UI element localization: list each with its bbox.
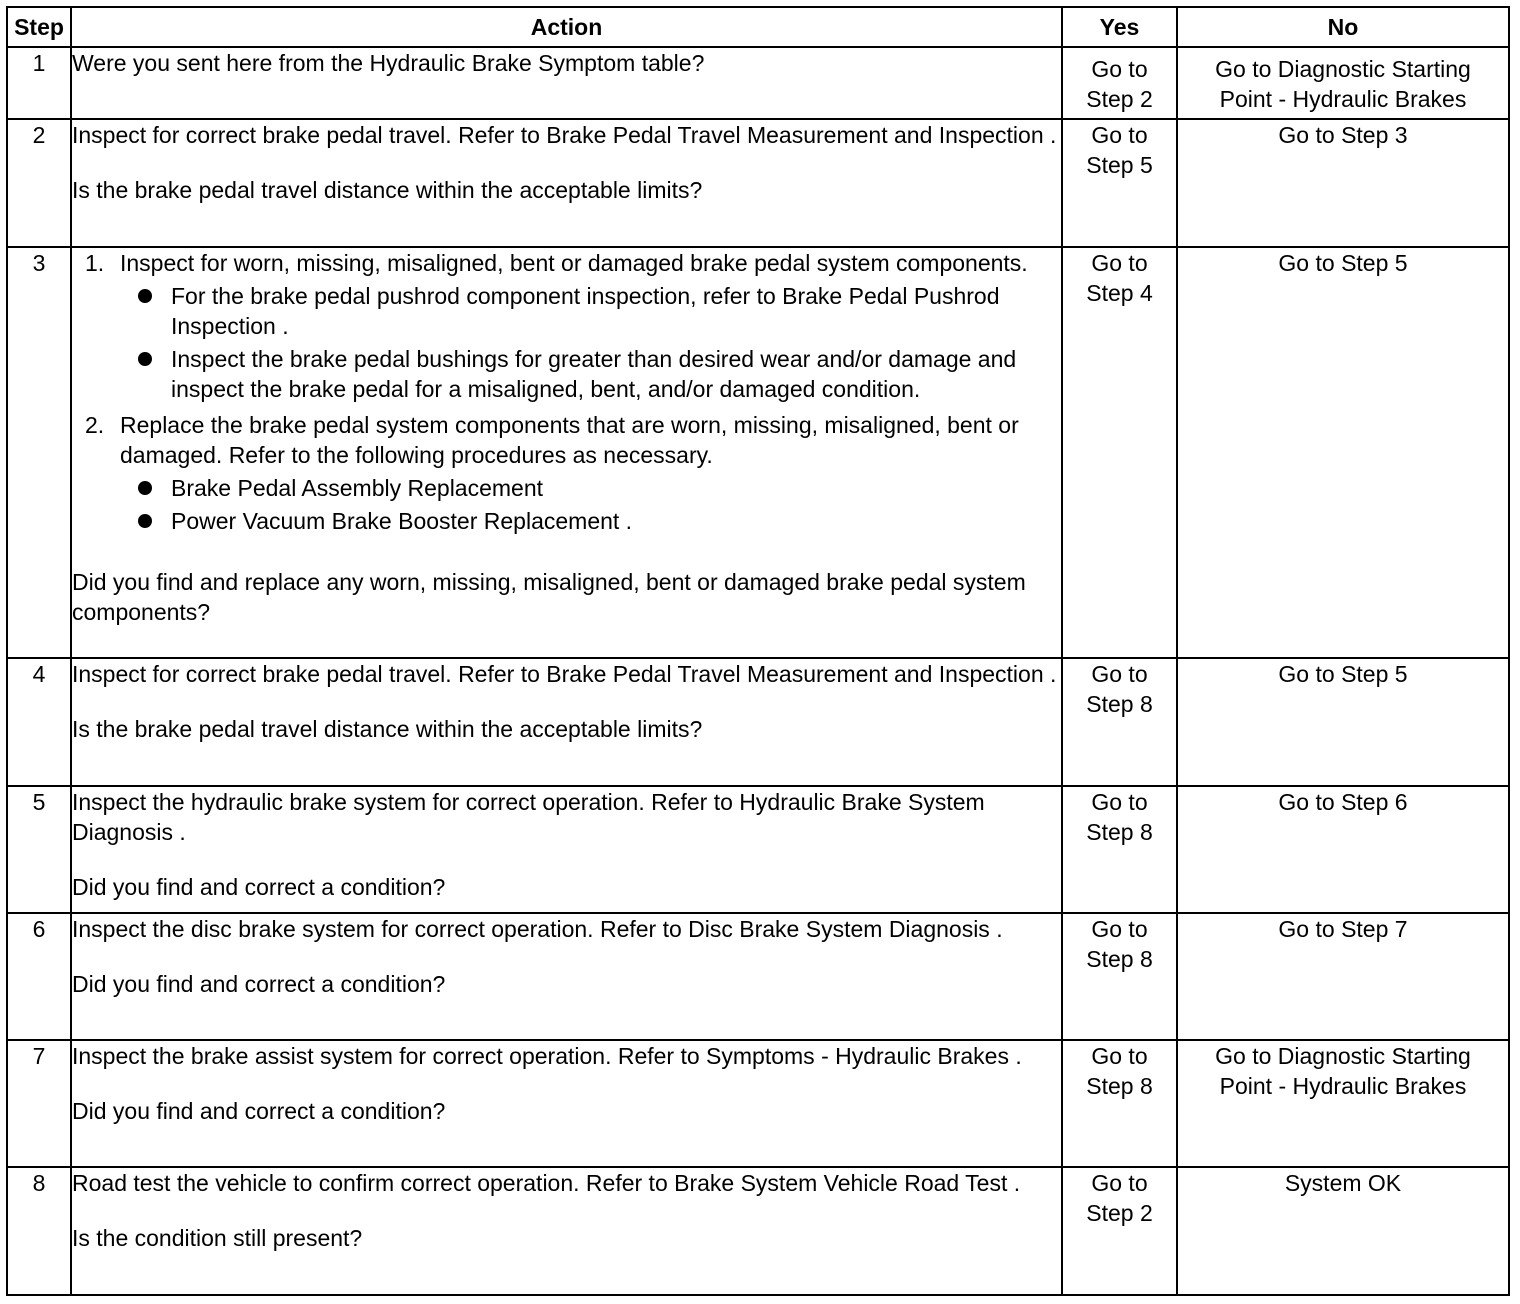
procedure-item [120,410,1061,542]
yes-result: Go to Step 8 [1086,661,1153,717]
yes-cell [1062,47,1177,119]
action-text: Road test the vehicle to confirm correct operation. Refer to Brake System Vehicle Road Test . [72,1170,1021,1196]
procedure-text: Inspect for worn, missing, misaligned, bent or damaged brake pedal system components. [120,250,1028,276]
bullet-item [171,473,1061,506]
no-result: System OK [1284,1170,1402,1196]
yes-result: Go to Step 2 [1086,1170,1153,1226]
bullet-text: Inspect the brake pedal bushings for greater than desired wear and/or damage and inspect the brake pedal for a misaligned, bent, and/or damaged condition. [171,346,1017,402]
bullet-text: Power Vacuum Brake Booster Replacement . [171,508,633,534]
action-cell [71,913,1062,1040]
yes-cell [1062,1040,1177,1167]
no-result: Go to Diagnostic Starting Point - Hydraulic Brakes [1215,56,1471,112]
action-text: Inspect the disc brake system for correct operation. Refer to Disc Brake System Diagnosis . [72,916,1003,942]
yes-result: Go to Step 4 [1086,250,1153,306]
table-row-step-6 [7,913,1509,1040]
table-header-row [7,7,1509,47]
no-result: Go to Step 7 [1278,916,1408,942]
no-result: Go to Diagnostic Starting Point - Hydraulic Brakes [1215,1043,1471,1099]
yes-cell [1062,658,1177,786]
no-result: Go to Step 6 [1278,789,1408,815]
no-cell [1177,913,1509,1040]
action-cell [71,119,1062,247]
bullet-list [120,281,1061,407]
action-cell [71,1167,1062,1295]
table-row-step-7 [7,1040,1509,1167]
action-text: Inspect for correct brake pedal travel. Refer to Brake Pedal Travel Measurement and Inspection . [72,122,1057,148]
action-question: Did you find and correct a condition? [72,971,446,997]
step-number: 6 [7,913,71,1040]
action-text: Were you sent here from the Hydraulic Brake Symptom table? [72,50,705,76]
yes-result: Go to Step 8 [1086,1043,1153,1099]
no-cell [1177,1040,1509,1167]
no-result: Go to Step 5 [1278,250,1408,276]
table-row-step-5 [7,786,1509,913]
no-result: Go to Step 3 [1278,122,1408,148]
no-cell [1177,247,1509,658]
yes-cell [1062,119,1177,247]
yes-result: Go to Step 8 [1086,916,1153,972]
yes-cell [1062,913,1177,1040]
bullet-item [171,281,1061,344]
bullet-text: Brake Pedal Assembly Replacement [171,475,544,501]
bullet-list [120,473,1061,539]
no-cell [1177,1167,1509,1295]
yes-result: Go to Step 8 [1086,789,1153,845]
action-text: Inspect the hydraulic brake system for correct operation. Refer to Hydraulic Brake System Diagnosis . [72,789,985,845]
step-number: 1 [7,47,71,119]
bullet-item [171,506,1061,539]
no-cell [1177,658,1509,786]
action-text: Inspect the brake assist system for correct operation. Refer to Symptoms - Hydraulic Brakes . [72,1043,1022,1069]
yes-cell [1062,247,1177,658]
procedure-item [120,248,1061,410]
procedure-list [72,248,1061,542]
yes-cell [1062,786,1177,913]
diagnostic-table [6,6,1510,1296]
yes-result: Go to Step 2 [1086,56,1153,112]
header-yes: Yes [1062,7,1177,47]
action-cell [71,786,1062,913]
procedure-text: Replace the brake pedal system components that are worn, missing, misaligned, bent or damaged. Refer to the following procedures as necessary. [120,412,1019,468]
action-question: Is the brake pedal travel distance within the acceptable limits? [72,716,703,742]
table-row-step-1 [7,47,1509,119]
action-cell [71,1040,1062,1167]
action-question: Is the condition still present? [72,1225,363,1251]
action-question: Did you find and replace any worn, missing, misaligned, bent or damaged brake pedal system components? [72,569,1026,625]
step-number: 2 [7,119,71,247]
bullet-icon [138,481,152,495]
header-no: No [1177,7,1509,47]
bullet-item [171,344,1061,407]
header-action: Action [71,7,1062,47]
step-number: 3 [7,247,71,658]
step-number: 7 [7,1040,71,1167]
bullet-text: For the brake pedal pushrod component inspection, refer to Brake Pedal Pushrod Inspection . [171,283,1000,339]
yes-cell [1062,1167,1177,1295]
step-number: 8 [7,1167,71,1295]
step-number: 4 [7,658,71,786]
action-cell [71,658,1062,786]
yes-result: Go to Step 5 [1086,122,1153,178]
table-row-step-4 [7,658,1509,786]
no-cell [1177,786,1509,913]
header-step: Step [7,7,71,47]
no-cell [1177,119,1509,247]
action-question: Did you find and correct a condition? [72,1098,446,1124]
table-row-step-2 [7,119,1509,247]
no-cell [1177,47,1509,119]
bullet-icon [138,289,152,303]
action-question: Did you find and correct a condition? [72,874,446,900]
no-result: Go to Step 5 [1278,661,1408,687]
action-question: Is the brake pedal travel distance within the acceptable limits? [72,177,703,203]
action-cell [71,47,1062,119]
table-row-step-8 [7,1167,1509,1295]
table-row-step-3 [7,247,1509,658]
bullet-icon [138,514,152,528]
action-cell [71,247,1062,658]
bullet-icon [138,352,152,366]
action-text: Inspect for correct brake pedal travel. Refer to Brake Pedal Travel Measurement and Inspection . [72,661,1057,687]
step-number: 5 [7,786,71,913]
